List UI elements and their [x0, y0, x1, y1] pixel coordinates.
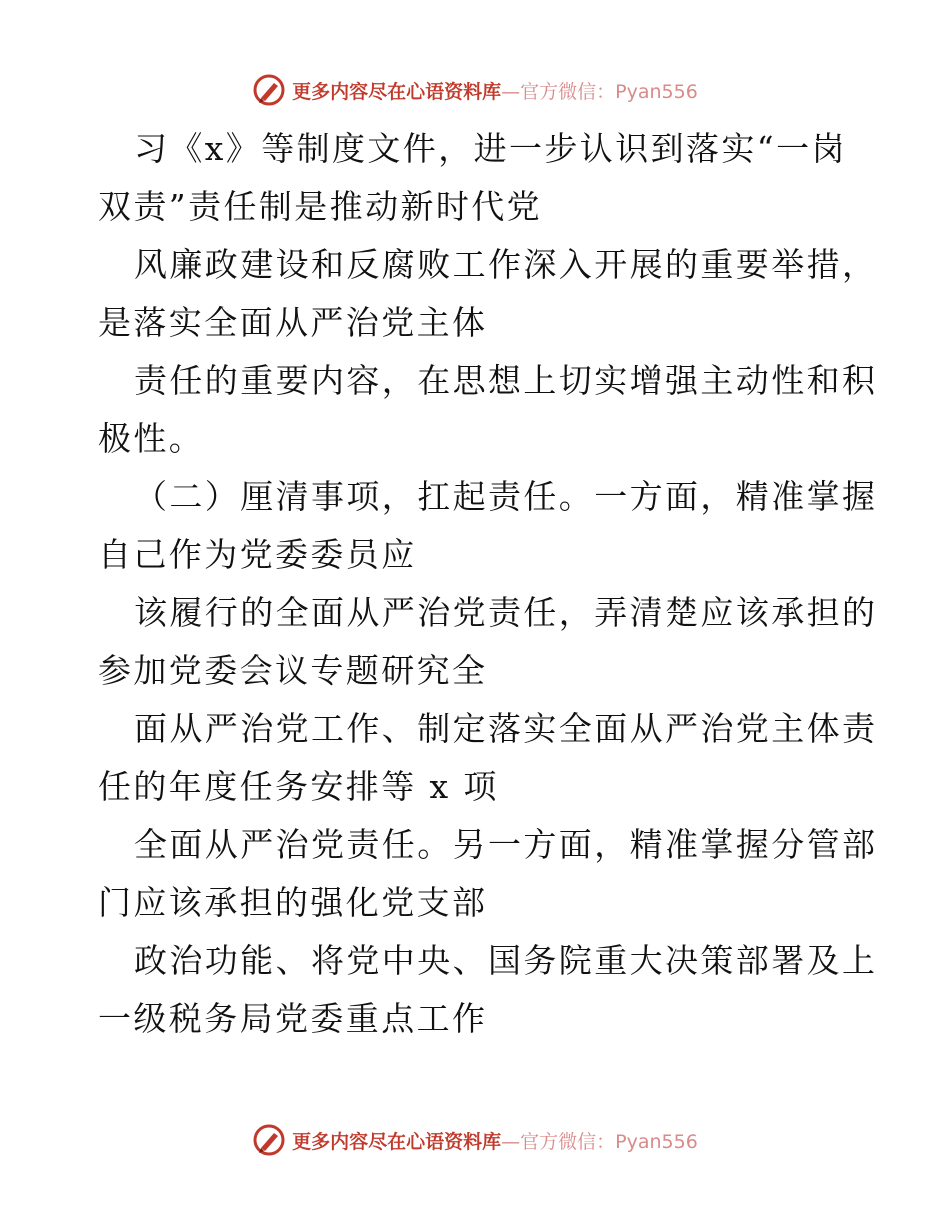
- text-line: 参加党委会议专题研究全: [98, 651, 488, 690]
- header-watermark: [0, 70, 950, 110]
- text-line: 一级税务局党委重点工作: [98, 999, 488, 1038]
- text-line: 政治功能、将党中央、国务院重大决策部署及上: [134, 941, 878, 980]
- watermark-text: 更多内容尽在心语资料库: [292, 1130, 502, 1153]
- watermark-text: 更多内容尽在心语资料库: [292, 80, 502, 103]
- watermark-contact: —官方微信：Pyan556: [501, 80, 698, 103]
- pen-logo-icon: [252, 73, 286, 107]
- watermark-contact: —官方微信：Pyan556: [501, 1130, 698, 1153]
- footer-watermark: [0, 1120, 950, 1160]
- text-line: 习《x》等制度文件，进一步认识到落实“一岗: [134, 129, 847, 168]
- text-line: 门应该承担的强化党支部: [98, 883, 488, 922]
- text-line: 风廉政建设和反腐败工作深入开展的重要举措，: [134, 245, 878, 284]
- document-body: [98, 120, 878, 1048]
- text-line: 双责”责任制是推动新时代党: [98, 187, 543, 226]
- text-line: 极性。: [98, 419, 205, 458]
- text-line: 任的年度任务安排等 x 项: [98, 767, 499, 806]
- text-line: 是落实全面从严治党主体: [98, 303, 488, 342]
- text-line: 责任的重要内容，在思想上切实增强主动性和积: [134, 361, 878, 400]
- text-line: 面从严治党工作、制定落实全面从严治党主体责: [134, 709, 878, 748]
- pen-logo-icon: [252, 1123, 286, 1157]
- text-line: 该履行的全面从严治党责任，弄清楚应该承担的: [134, 593, 878, 632]
- text-line: 全面从严治党责任。另一方面，精准掌握分管部: [134, 825, 878, 864]
- text-line: 自己作为党委委员应: [98, 535, 417, 574]
- text-line: （二）厘清事项，扛起责任。一方面，精准掌握: [134, 477, 878, 516]
